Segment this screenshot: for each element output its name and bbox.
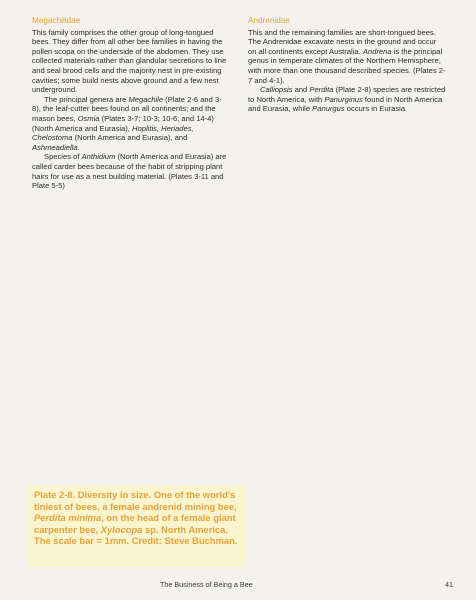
text: and bbox=[292, 85, 310, 95]
text: This and the remaining families are short-tongued bees. The Andrenidae excavate nests in the ground and occur on all continents except Australia. bbox=[248, 27, 437, 56]
genus-name: Panurgus bbox=[312, 104, 345, 114]
page-number: 41 bbox=[445, 580, 453, 589]
text: . bbox=[77, 142, 80, 152]
paragraph bbox=[32, 152, 230, 190]
paragraph bbox=[32, 28, 230, 95]
genus-name: Megachile bbox=[128, 94, 164, 104]
text: (North America and Eurasia), and bbox=[72, 133, 188, 143]
left-column bbox=[32, 16, 230, 191]
section-heading-andrenidae: Andrenidae bbox=[248, 16, 290, 25]
genus-name: Perdita bbox=[309, 85, 334, 95]
text: The principal genera are bbox=[44, 94, 129, 104]
genus-name: Panurginus bbox=[324, 94, 363, 104]
paragraph bbox=[248, 85, 446, 114]
text: Species of bbox=[44, 152, 82, 162]
genus-name: Calliopsis bbox=[260, 85, 293, 95]
genus-name: Anthidium bbox=[81, 152, 116, 162]
paragraph bbox=[32, 95, 230, 153]
genus-name: Hoplitis, Heriades, Chelostoma bbox=[32, 123, 194, 143]
genus-name: Osmia bbox=[77, 113, 100, 123]
text: is the principal genus in temperate climates of the Northern Hemisphere, with more than one thousand described species. (Plates 2-7 and 4-1). bbox=[248, 46, 446, 85]
text: occurs in Eurasia. bbox=[344, 104, 408, 114]
section-heading-megachilidae: Megachilidae bbox=[32, 16, 81, 25]
text: found in North America and Eurasia, while bbox=[248, 94, 443, 114]
genus-name: Ashmeadiella bbox=[32, 142, 78, 152]
right-column bbox=[248, 16, 446, 114]
text: (Plate 2-6 and 3-8), the leaf-cutter bees found on all continents; and the mason bees, bbox=[32, 94, 222, 123]
text: Plate 2-8. Diversity in size. One of the world's tiniest of bees, a female andrenid mining bee, bbox=[34, 489, 237, 512]
text: (Plates 3-7; 10-3; 10-6; and 14-4) (North America and Eurasia), bbox=[32, 113, 214, 133]
text: , on the head of a female giant carpenter bee, bbox=[34, 512, 236, 535]
plate-caption bbox=[34, 489, 240, 547]
plate-caption-box bbox=[28, 485, 246, 567]
text: This family comprises the other group of long-tongued bees. They differ from all other bee families in having the pollen scopa on the underside of the abdomen. They use collected materials rather than glandular secretions to line and seal brood cells and the majority nest in pre-existing cavities; some build nests above ground and a few nest underground. bbox=[32, 27, 227, 95]
species-name: Perdita minima bbox=[34, 512, 102, 524]
paragraph bbox=[248, 28, 446, 86]
text: (North America and Eurasia) are called carder bees because of the habit of stripping plant hairs for use as a nest building material. (Plates 3-11 and Plate 5-5) bbox=[32, 152, 227, 191]
running-footer-title: The Business of Being a Bee bbox=[160, 580, 253, 589]
genus-name: Andrena bbox=[362, 46, 392, 56]
genus-name: Xylocopa bbox=[100, 523, 143, 535]
text: (Plate 2-8) species are restricted to North America, with bbox=[248, 85, 446, 104]
text: sp. North America. The scale bar = 1mm. Credit: Steve Buchman. bbox=[34, 523, 238, 547]
